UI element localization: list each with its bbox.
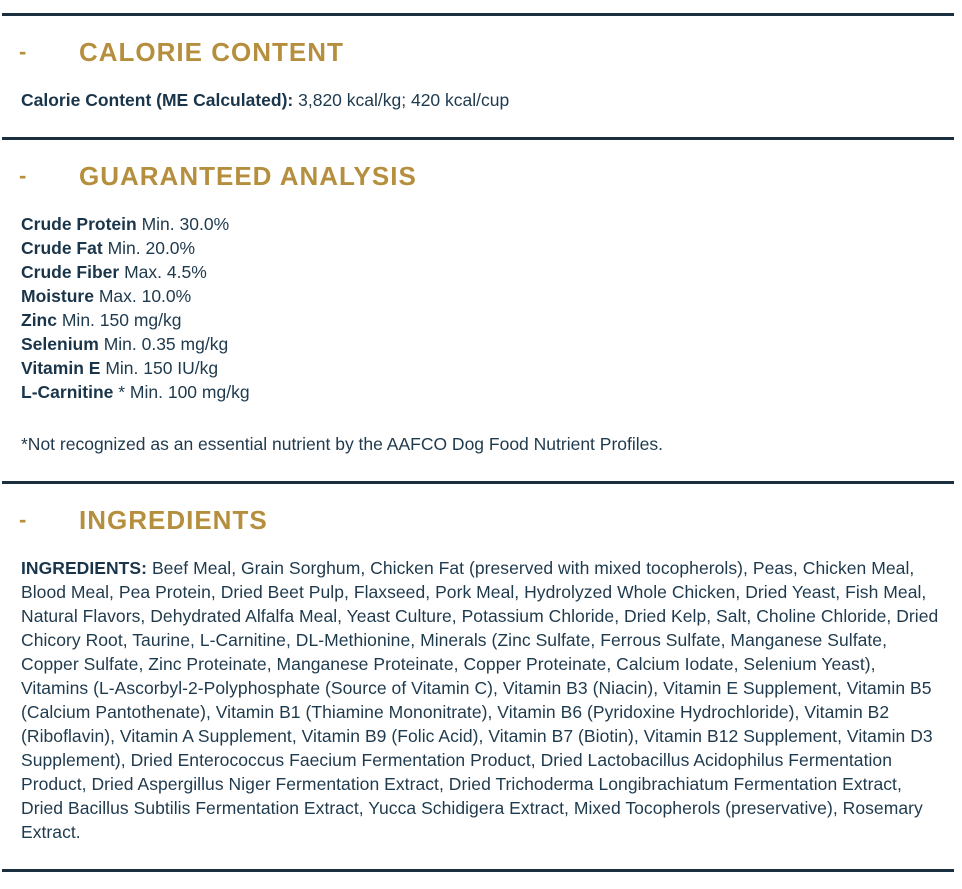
section-divider — [2, 869, 954, 872]
analysis-row — [21, 212, 941, 236]
collapse-toggle-icon[interactable]: - — [19, 163, 27, 188]
calorie-label: Calorie Content (ME Calculated): — [21, 90, 294, 110]
analysis-row — [21, 284, 941, 308]
nutrient-name: Moisture — [21, 286, 94, 306]
analysis-row — [21, 260, 941, 284]
nutrient-name: Vitamin E — [21, 358, 101, 378]
ingredients-section-header[interactable] — [0, 500, 952, 540]
ingredients-section-title[interactable]: INGREDIENTS — [79, 505, 268, 535]
ingredients-label: INGREDIENTS: — [21, 558, 148, 578]
analysis-section-title[interactable]: GUARANTEED ANALYSIS — [79, 161, 417, 191]
calorie-section-header[interactable] — [0, 32, 952, 72]
nutrient-value: Min. 30.0% — [141, 214, 230, 234]
calorie-value: 3,820 kcal/kg; 420 kcal/cup — [298, 90, 510, 110]
nutrient-value: Max. 10.0% — [98, 286, 192, 306]
nutrient-name: Crude Fiber — [21, 262, 120, 282]
calorie-section-title[interactable]: CALORIE CONTENT — [79, 37, 344, 67]
nutrient-value: Min. 20.0% — [107, 238, 196, 258]
analysis-footnote: *Not recognized as an essential nutrient by the AAFCO Dog Food Nutrient Profiles. — [21, 434, 663, 454]
analysis-section-header[interactable] — [0, 156, 952, 196]
nutrient-name: Zinc — [21, 310, 57, 330]
nutrient-value: * Min. 100 mg/kg — [118, 382, 250, 402]
ingredients-text: Beef Meal, Grain Sorghum, Chicken Fat (preserved with mixed tocopherols), Peas, Chicken Meal, Blood Meal, Pea Protein, Dried Beet Pulp, Flaxseed, Pork Meal, Hydrolyzed Whole Chicken, Dried Yeast, Fish Meal, Natural Flavors, Dehydrated Alfalfa Meal, Yeast Culture, Potassium Chloride, Dried Kelp, Salt, Choline Chloride, Dried Chicory Root, Taurine, L-Carnitine, DL-Methionine, Minerals (Zinc Sulfate, Ferrous Sulfate, Manganese Sulfate, Copper Sulfate, Zinc Proteinate, Manganese Proteinate, Copper Proteinate, Calcium Iodate, Selenium Yeast), Vitamins (L-Ascorbyl-2-Polyphosphate (Source of Vitamin C), Vitamin B3 (Niacin), Vitamin E Supplement, Vitamin B5 (Calcium Pantothenate), Vitamin B1 (Thiamine Mononitrate), Vitamin B6 (Pyridoxine Hydrochloride), Vitamin B2 (Riboflavin), Vitamin A Supplement, Vitamin B9 (Folic Acid), Vitamin B7 (Biotin), Vitamin B12 Supplement, Vitamin D3 Supplement), Dried Enterococcus Faecium Fermentation Product, Dried Lactobacillus Acidophilus Fermentation Product, Dried Aspergillus Niger Fermentation Extract, Dried Trichoderma Longibrachiatum Fermentation Extract, Dried Bacillus Subtilis Fermentation Extract, Yucca Schidigera Extract, Mixed Tocopherols (preservative), Rosemary Extract. — [21, 558, 939, 842]
analysis-list — [21, 212, 941, 404]
analysis-row — [21, 356, 941, 380]
analysis-row — [21, 332, 941, 356]
collapse-toggle-icon[interactable]: - — [19, 507, 27, 532]
ingredients-paragraph — [21, 556, 941, 844]
nutrient-name: Crude Protein — [21, 214, 137, 234]
nutrient-value: Max. 4.5% — [124, 262, 207, 282]
nutrient-name: L-Carnitine — [21, 382, 114, 402]
analysis-row — [21, 380, 941, 404]
nutrient-value: Min. 150 IU/kg — [105, 358, 219, 378]
nutrient-name: Crude Fat — [21, 238, 103, 258]
analysis-row — [21, 308, 941, 332]
calorie-content — [21, 88, 941, 112]
nutrient-value: Min. 0.35 mg/kg — [103, 334, 229, 354]
nutrient-name: Selenium — [21, 334, 99, 354]
collapse-toggle-icon[interactable]: - — [19, 39, 27, 64]
analysis-footnote-block — [21, 432, 941, 456]
analysis-row — [21, 236, 941, 260]
section-divider — [2, 137, 954, 140]
section-divider — [2, 481, 954, 484]
nutrient-value: Min. 150 mg/kg — [61, 310, 182, 330]
section-divider — [2, 13, 954, 16]
